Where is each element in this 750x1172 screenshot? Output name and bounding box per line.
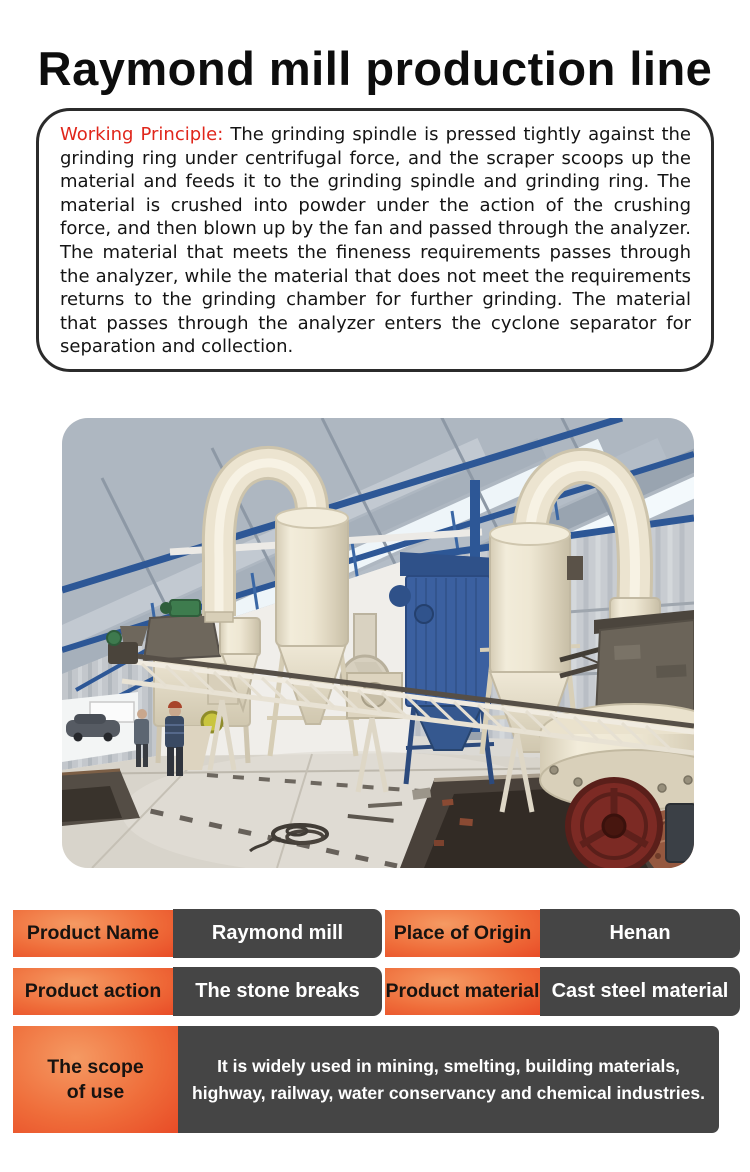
instrument-box [567,556,583,580]
spec-label-place-of-origin: Place of Origin [385,910,540,957]
factory-photo-illustration [62,418,694,868]
working-principle-box [36,108,714,372]
spec-value-scope-of-use: It is widely used in mining, smelting, building materials, highway, railway, water conservancy and chemical industries. [178,1026,719,1133]
spec-label-product-material: Product material [385,968,540,1015]
page-title: Raymond mill production line [37,42,713,95]
spec-value-product-name: Raymond mill [173,909,382,958]
motor [666,804,694,862]
working-principle-body: The grinding spindle is pressed tightly against the grinding ring under centrifugal force, and the scraper scoops up the material and feeds it to the grinding spindle and grinding ring. The material is crushed into powder under the action of the crushing force, and then blown up by the fan and passed through the analyzer. The material that meets the fineness requirements passes through the analyzer, while the material that does not meet the requirements returns to the grinding chamber for further grinding. The material that passes through the analyzer enters the cyclone separator for separation and collection. [60,124,691,358]
working-principle-text [60,123,691,359]
red-flywheel [568,780,660,868]
spec-value-place-of-origin: Henan [540,909,740,958]
spec-label-product-action: Product action [13,968,173,1015]
access-door [415,605,433,623]
working-principle-label: Working Principle: [60,124,224,145]
spec-value-product-material: Cast steel material [540,967,740,1016]
spec-label-scope-of-use: The scope of use [13,1026,178,1133]
spec-value-product-action: The stone breaks [173,967,382,1016]
spec-label-product-name: Product Name [13,910,173,957]
product-photo [62,418,694,868]
